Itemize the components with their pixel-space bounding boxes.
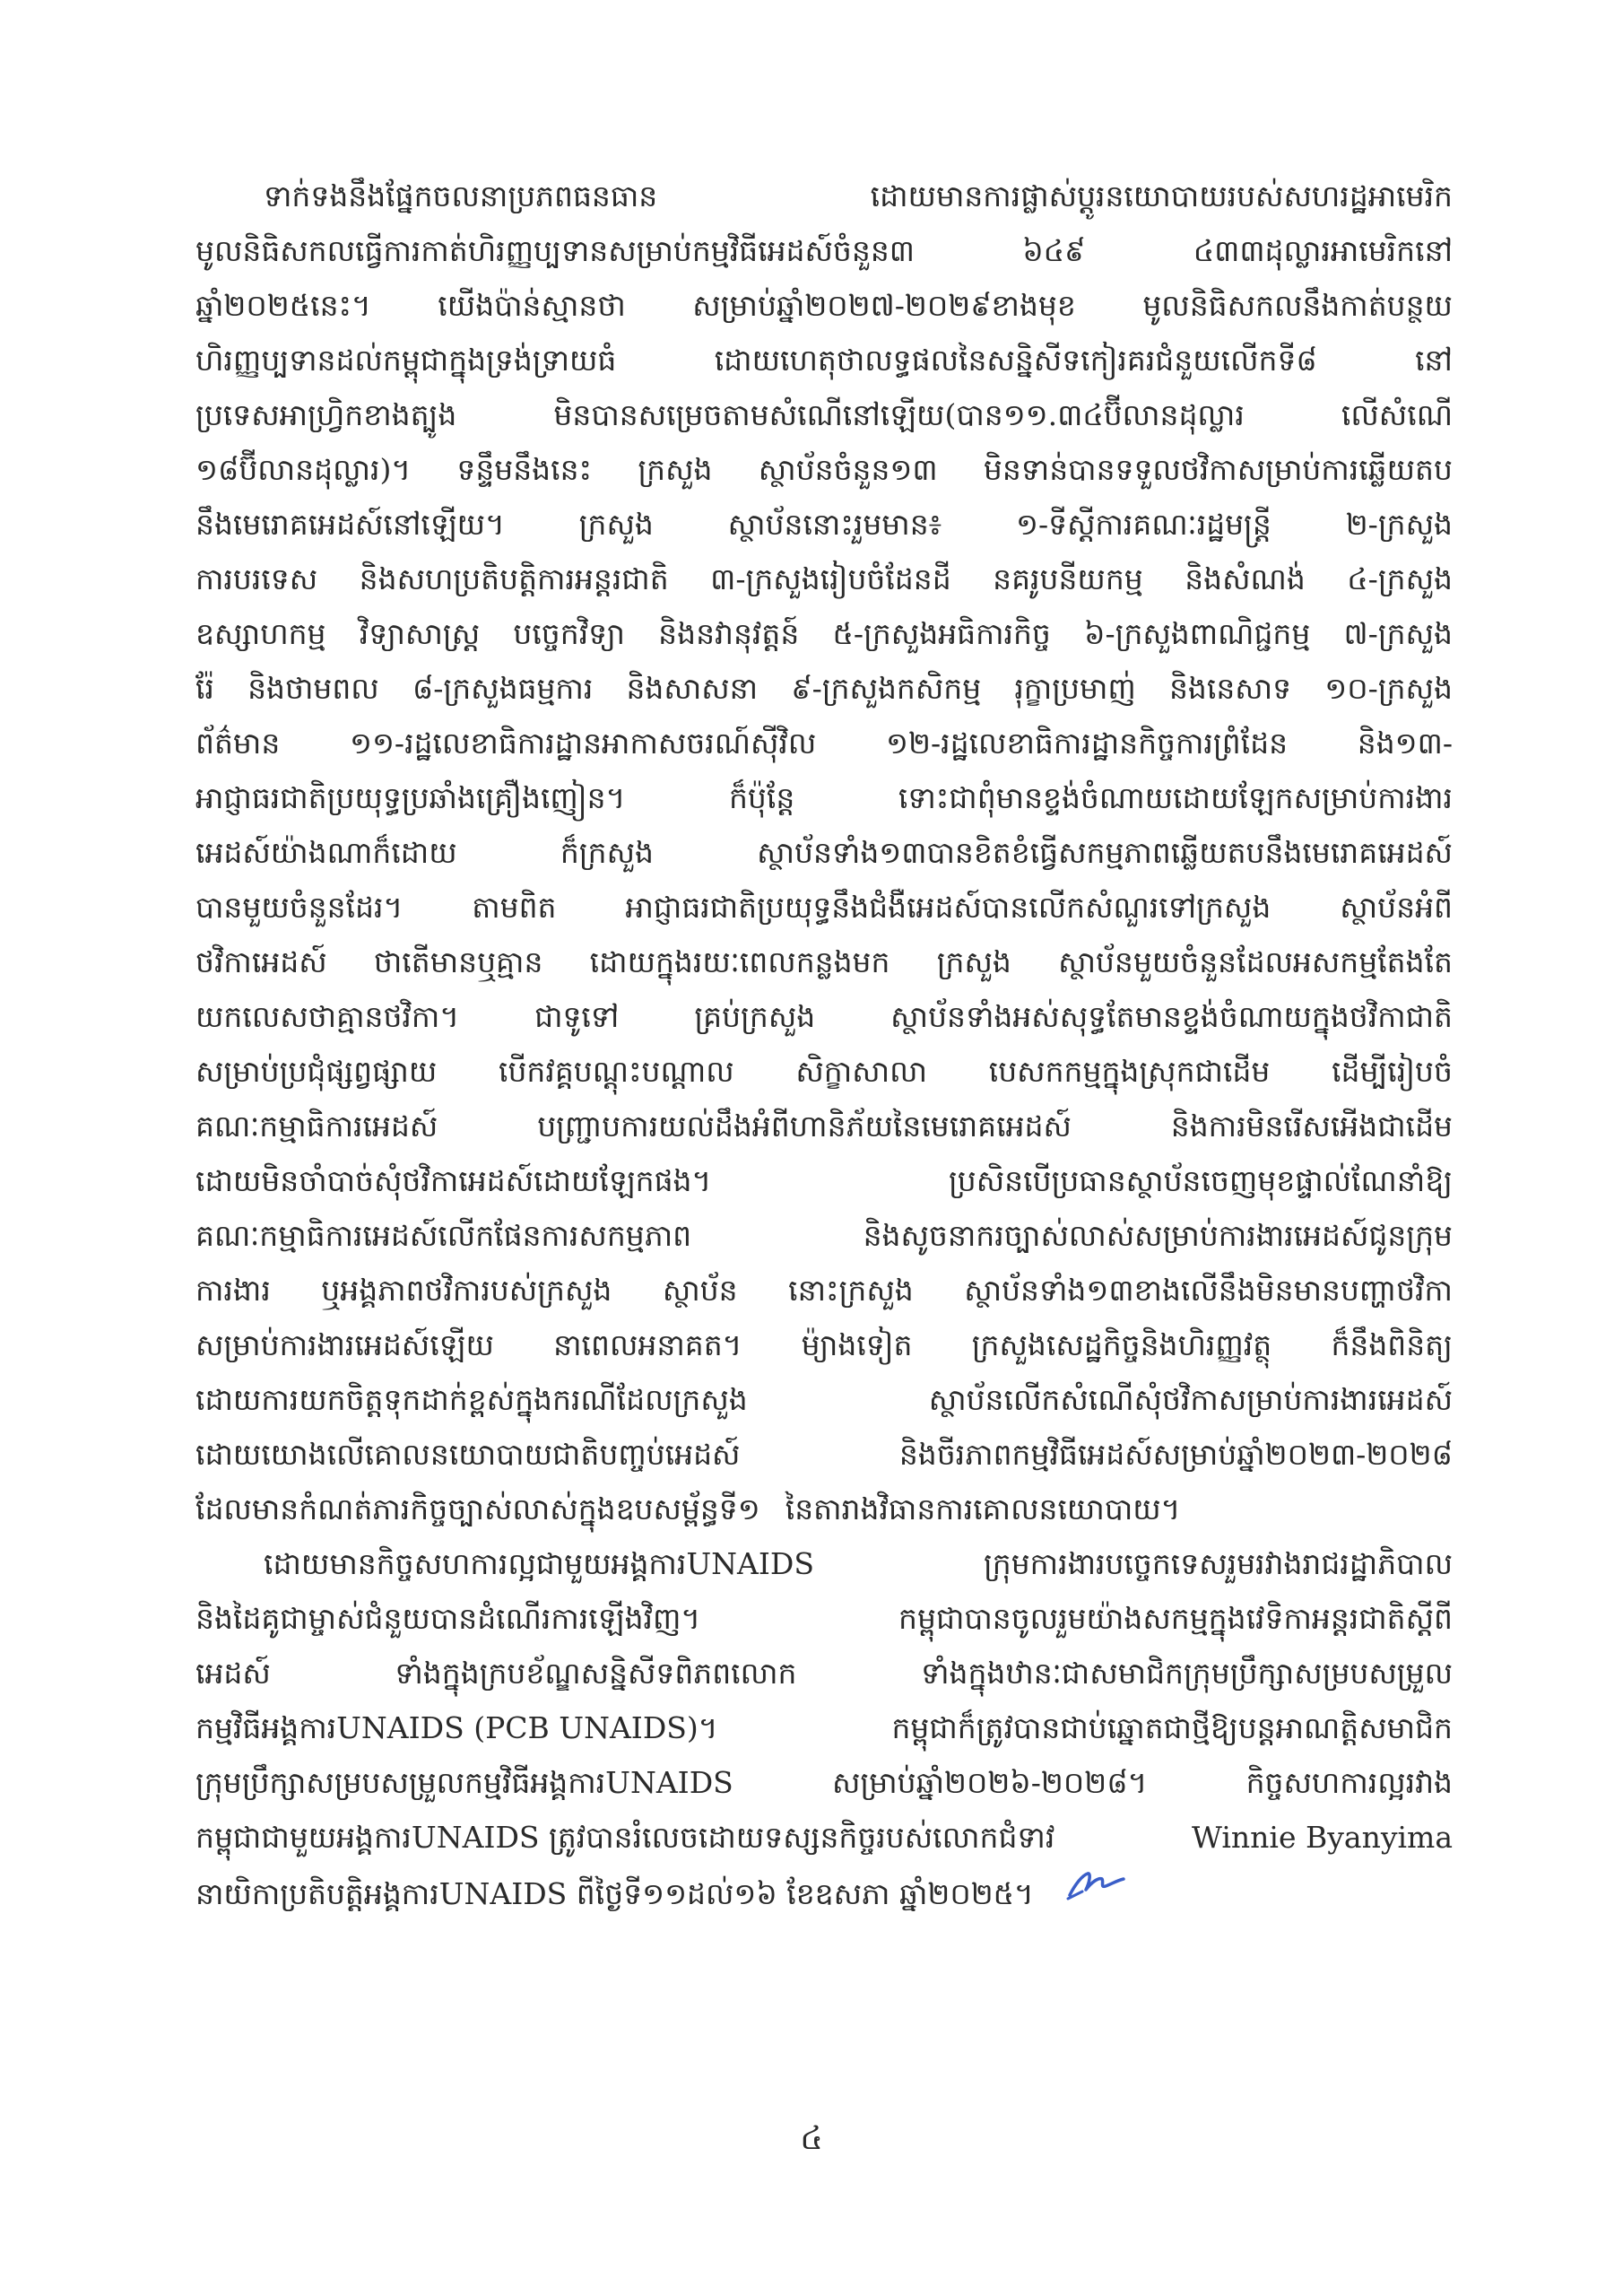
text-segment: សម្រាប់ឆ្នាំ២០២៧-២០២៩ខាងមុខ: [692, 288, 1076, 323]
text-segment: ថវិកាអេដស៍: [195, 944, 327, 979]
text-line: [195, 770, 1453, 825]
text-segment: នៃតារាងវិធានការគោលនយោបាយ។: [785, 1492, 1181, 1526]
document-body: [195, 169, 1453, 1919]
text-segment: ៨-ក្រសួងធម្មការ: [412, 671, 594, 706]
text-segment: ៣-ក្រសួងរៀបចំដែនដី: [710, 561, 951, 596]
text-segment: និងការមិនរើសអើងជាដើម: [1170, 1109, 1453, 1144]
paragraph: [195, 1536, 1453, 1919]
text-line: [195, 825, 1453, 880]
text-segment: បើកវគ្គបណ្តុះបណ្តាល: [499, 1054, 734, 1089]
text-line: [195, 1482, 1453, 1536]
text-segment: សម្រាប់ប្រជុំផ្សព្វផ្សាយ: [195, 1054, 438, 1089]
text-segment: ស្ថាប័ន: [662, 1273, 738, 1308]
text-segment: រ៉ែ: [195, 671, 214, 706]
text-segment: ១២-រដ្ឋលេខាធិការដ្ឋានកិច្ចការព្រំដែន: [886, 726, 1289, 761]
text-segment: ឧស្សាហកម្ម: [195, 616, 326, 651]
text-segment: ដែលមានកំណត់ភារកិច្ចច្បាស់លាស់ក្នុងឧបសម្ព័ន្ធទី១: [195, 1492, 760, 1526]
text-segment: ឆ្នាំ២០២៥នេះ។: [195, 288, 371, 323]
text-segment: ដោយហេតុថាលទ្ធផលនៃសន្និសីទកៀរគរជំនួយលើកទី៨: [714, 343, 1317, 378]
text-segment: ៤៣៣ដុល្លារអាមេរិកនៅ: [1193, 233, 1453, 268]
text-segment: ក្រសួងសេដ្ឋកិច្ចនិងហិរញ្ញវត្ថុ: [971, 1327, 1272, 1362]
text-segment: ស្ថាប័នទាំងអស់សុទ្ធតែមានខ្ទង់ចំណាយក្នុងថវិកាជាតិ: [890, 999, 1453, 1034]
text-segment: នៅ: [1415, 343, 1453, 378]
text-segment: តាមពិត: [472, 890, 557, 925]
text-line: [195, 1865, 1453, 1919]
text-segment: អាជ្ញាធរជាតិប្រយុទ្ធប្រឆាំងគ្រឿងញៀន។: [195, 780, 626, 815]
text-segment: និង១៣-: [1357, 726, 1453, 761]
text-segment: ក្រសួង: [936, 944, 1011, 979]
text-segment: ៤-ក្រសួង: [1347, 561, 1453, 596]
text-segment: ប្រទេសអាហ្វ្រិកខាងត្បូង: [195, 397, 457, 432]
text-segment: កម្ពុជាជាមួយអង្គការUNAIDS ត្រូវបានរំលេចដោយទស្សនកិច្ចរបស់លោកជំទាវ: [195, 1820, 1055, 1855]
text-segment: ដោយមានកិច្ចសហការល្អជាមួយអង្គការUNAIDS: [264, 1546, 814, 1581]
text-segment: និងនវានុវត្តន៍: [658, 616, 800, 651]
text-segment: យកលេសថាគ្មានថវិកា។: [195, 999, 460, 1034]
text-segment: ថាតើមានឬគ្មាន: [373, 944, 543, 979]
text-line: [195, 278, 1453, 333]
text-segment: ទន្ទឹមនឹងនេះ: [456, 452, 593, 487]
text-segment: ស្ថាប័នអំពី: [1340, 890, 1453, 925]
text-segment: ស្ថាប័នលើកសំណើសុំថវិកាសម្រាប់ការងារអេដស៍: [928, 1382, 1453, 1417]
text-segment: មូលនិធិសកលនឹងកាត់បន្ថយ: [1142, 288, 1453, 323]
text-segment: អេដស៍: [195, 1656, 271, 1691]
text-segment: ទាំងក្នុងឋានៈជាសមាជិកក្រុមប្រឹក្សាសម្របសម្រួល: [921, 1656, 1453, 1691]
text-segment: ទាក់ទងនឹងផ្នែកចលនាប្រភពធនធាន: [264, 178, 658, 213]
text-segment: បានមួយចំនួនដែរ។: [195, 890, 404, 925]
text-segment: ៩-ក្រសួងកសិកម្ម: [791, 671, 982, 706]
text-line: [195, 169, 1453, 223]
text-segment: គណៈកម្មាធិការអេដស៍លើកផែនការសកម្មភាព: [195, 1218, 692, 1253]
text-segment: អេដស៍យ៉ាងណាក៏ដោយ: [195, 835, 457, 870]
text-segment: និងដៃគូជាម្ចាស់ជំនួយបានដំណើរការឡើងវិញ។: [195, 1601, 701, 1636]
text-line: [195, 1153, 1453, 1208]
text-segment: មូលនិធិសកលធ្វើការកាត់ហិរញ្ញប្បទានសម្រាប់កម្មវិធីអេដស៍ចំនួន៣: [195, 233, 915, 268]
text-segment: ម៉្យាងទៀត: [801, 1327, 913, 1362]
text-segment: កិច្ចសហការល្អរវាង: [1245, 1765, 1453, 1800]
text-line: [195, 1536, 1453, 1591]
text-segment: និងនេសាទ: [1168, 671, 1292, 706]
text-line: [195, 1427, 1453, 1482]
text-segment: សិក្ខាសាលា: [795, 1054, 928, 1089]
text-line: [195, 1646, 1453, 1700]
text-line: [195, 1755, 1453, 1810]
text-segment: ស្ថាប័នទាំង១៣ខាងលើនឹងមិនមានបញ្ហាថវិកា: [964, 1273, 1453, 1308]
text-segment: ១០-ក្រសួង: [1324, 671, 1453, 706]
text-segment: ស្ថាប័នទាំង១៣បានខិតខំធ្វើសកម្មភាពឆ្លើយតបនឹងមេរោគអេដស៍: [757, 835, 1453, 870]
text-segment: អាជ្ញាធរជាតិប្រយុទ្ធនឹងជំងឺអេដស៍បានលើកសំណួរទៅក្រសួង: [625, 890, 1271, 925]
text-segment: ប្រសិនបើប្រធានស្ថាប័នចេញមុខផ្ទាល់ណែនាំឱ្យ: [948, 1163, 1453, 1198]
text-segment: ១៨ប៊ីលានដុល្លារ)។: [195, 452, 412, 487]
text-line: [195, 935, 1453, 989]
text-segment: ១-ទីស្តីការគណៈរដ្ឋមន្ត្រី: [1016, 507, 1271, 542]
text-line: [195, 552, 1453, 606]
text-line: [195, 661, 1453, 716]
text-segment: ស្ថាប័នមួយចំនួនដែលអសកម្មតែងតែ: [1058, 944, 1453, 979]
text-segment: នាយិកាប្រតិបត្តិអង្គការUNAIDS ពីថ្ងៃទី១១ដល់១៦ ខែឧសភា ឆ្នាំ២០២៥។: [195, 1876, 1034, 1911]
text-segment: ៦-ក្រសួងពាណិជ្ជកម្ម: [1084, 616, 1311, 651]
text-segment: ព័ត៌មាន: [195, 726, 281, 761]
text-segment: យើងប៉ាន់ស្មានថា: [438, 288, 626, 323]
text-segment: គ្រប់ក្រសួង: [694, 999, 816, 1034]
text-line: [195, 442, 1453, 497]
text-line: [195, 1700, 1453, 1755]
text-segment: កម្ពុជាបានចូលរួមយ៉ាងសកម្មក្នុងវេទិកាអន្តរជាតិស្តីពី: [898, 1601, 1453, 1636]
text-segment: សម្រាប់ឆ្នាំ២០២៦-២០២៨។: [832, 1765, 1148, 1800]
text-line: [195, 1372, 1453, 1427]
text-line: [195, 1208, 1453, 1263]
text-segment: ទាំងក្នុងក្របខ័ណ្ឌសន្និសីទពិភពលោក: [395, 1656, 797, 1691]
text-line: [195, 1591, 1453, 1646]
text-segment: គណៈកម្មាធិការអេដស៍: [195, 1109, 438, 1144]
text-segment: ការងារ: [195, 1273, 271, 1308]
text-segment: ក៏ក្រសួង: [560, 835, 654, 870]
text-segment: នឹងមេរោគអេដស៍នៅឡើយ។: [195, 507, 505, 542]
text-segment: ដោយមានការផ្លាស់ប្តូរនយោបាយរបស់សហរដ្ឋអាមេរិក: [870, 178, 1453, 213]
text-segment: ១១-រដ្ឋលេខាធិការដ្ឋានអាកាសចរណ៍ស៊ីវិល: [349, 726, 817, 761]
text-line: [195, 880, 1453, 935]
text-segment: បេសកកម្មក្នុងស្រុកជាដើម: [988, 1054, 1271, 1089]
text-segment: ការបរទេស: [195, 561, 318, 596]
text-segment: ក៏នឹងពិនិត្យ: [1331, 1327, 1453, 1362]
text-segment: ក្រុមការងារបច្ចេកទេសរួមរវាងរាជរដ្ឋាភិបាល: [983, 1546, 1453, 1581]
text-segment: ដោយការយកចិត្តទុកដាក់ខ្ពស់ក្នុងករណីដែលក្រសួង: [195, 1382, 748, 1417]
text-line: [195, 333, 1453, 387]
text-segment: ស្ថាប័ននោះរួមមាន៖: [727, 507, 942, 542]
text-segment: និងថាមពល: [247, 671, 379, 706]
text-segment: ក្រសួង: [638, 452, 713, 487]
text-segment: បញ្ជ្រាបការយល់ដឹងអំពីហានិភ័យនៃមេរោគអេដស៍: [537, 1109, 1072, 1144]
text-segment: មិនបានសម្រេចតាមសំណើនៅឡើយ(បាន១១.៣៤ប៊ីលានដុល្លារ: [553, 397, 1245, 432]
text-segment: ក៏ប៉ុន្តែ: [728, 780, 795, 815]
text-segment: ក្រុមប្រឹក្សាសម្របសម្រួលកម្មវិធីអង្គការUNAIDS: [195, 1765, 733, 1800]
text-segment: នគរូបនីយកម្ម: [993, 561, 1143, 596]
text-line: [195, 1263, 1453, 1318]
text-segment: ក្រសួង: [578, 507, 654, 542]
text-segment: ដោយយោងលើគោលនយោបាយជាតិបញ្ចប់អេដស៍: [195, 1437, 741, 1472]
text-segment: និងសហប្រតិបត្តិការអន្តរជាតិ: [359, 561, 669, 596]
page-number: ៤: [800, 2120, 823, 2157]
text-line: [195, 606, 1453, 661]
text-segment: រុក្ខាប្រមាញ់: [1014, 671, 1136, 706]
text-segment: ជាទូទៅ: [534, 999, 620, 1034]
text-line: [195, 989, 1453, 1044]
text-line: [195, 223, 1453, 278]
text-line: [195, 1099, 1453, 1153]
paragraph: [195, 169, 1453, 1536]
text-line: [195, 387, 1453, 442]
text-segment: ដោយមិនចាំបាច់សុំថវិកាអេដស៍ដោយឡែកផង។: [195, 1163, 712, 1198]
text-segment: លើសំណើ: [1341, 397, 1453, 432]
text-segment: និងចីរភាពកម្មវិធីអេដស៍សម្រាប់ឆ្នាំ២០២៣-២០២៨: [898, 1437, 1453, 1472]
text-segment: ៦៤៩: [1022, 233, 1086, 268]
text-segment: នោះក្រសួង: [788, 1273, 914, 1308]
text-segment: នាពេលអនាគត។: [553, 1327, 742, 1362]
text-segment: ៧-ក្រសួង: [1343, 616, 1453, 651]
text-segment: Winnie Byanyima: [1192, 1820, 1453, 1855]
text-segment: មិនទាន់បានទទួលថវិកាសម្រាប់ការឆ្លើយតប: [983, 452, 1453, 487]
text-line: [195, 1044, 1453, 1099]
text-segment: និងសាសនា: [626, 671, 759, 706]
text-line: [195, 497, 1453, 552]
text-segment: ទោះជាពុំមានខ្ទង់ចំណាយដោយឡែកសម្រាប់ការងារ: [898, 780, 1453, 815]
text-line: [195, 716, 1453, 770]
text-segment: ២-ក្រសួង: [1345, 507, 1453, 542]
text-segment: ៥-ក្រសួងអធិការកិច្ច: [832, 616, 1051, 651]
text-segment: ដើម្បីរៀបចំ: [1332, 1054, 1453, 1089]
text-segment: កម្មវិធីអង្គការUNAIDS (PCB UNAIDS)។: [195, 1710, 718, 1745]
text-segment: សម្រាប់ការងារអេដស៍ឡើយ: [195, 1327, 494, 1362]
text-segment: ឬអង្គភាពថវិការបស់ក្រសួង: [321, 1273, 612, 1308]
text-segment: បច្ចេកវិទ្យា: [513, 616, 625, 651]
text-segment: កម្ពុជាក៏ត្រូវបានជាប់ឆ្នោតជាថ្មីឱ្យបន្តអាណត្តិសមាជិក: [891, 1710, 1453, 1745]
text-segment: និងសូចនាករច្បាស់លាស់សម្រាប់ការងារអេដស៍ជូនក្រុម: [863, 1218, 1453, 1253]
text-segment: ដោយក្នុងរយៈពេលកន្លងមក: [589, 944, 890, 979]
text-segment: ស្ថាប័នចំនួន១៣: [758, 452, 938, 487]
text-segment: និងសំណង់: [1185, 561, 1306, 596]
text-line: [195, 1318, 1453, 1372]
text-segment: វិទ្យាសាស្ត្រ: [359, 616, 481, 651]
text-line: [195, 1810, 1453, 1865]
text-segment: ហិរញ្ញប្បទានដល់កម្ពុជាក្នុងទ្រង់ទ្រាយធំ: [195, 343, 617, 378]
handwritten-initials-icon: [1064, 1865, 1127, 1904]
